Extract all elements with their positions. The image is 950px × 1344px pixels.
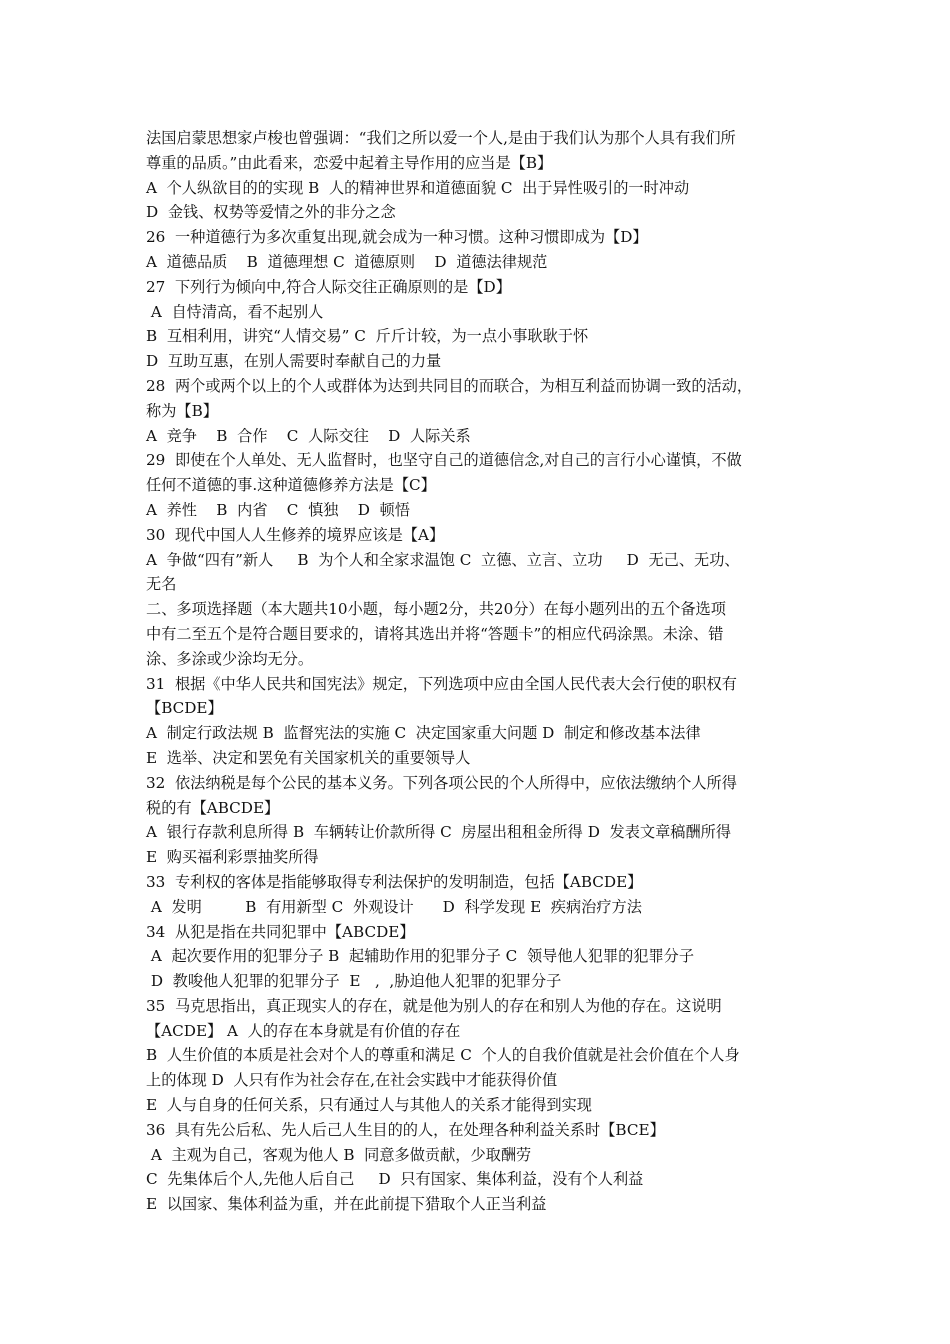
text-line: 26 一种道德行为多次重复出现,就会成为一种习惯。这种习惯即成为【D】	[146, 228, 648, 247]
text-line: E 选举、决定和罢免有关国家机关的重要领导人	[146, 748, 471, 767]
text-line: 【ACDE】 A 人的存在本身就是有价值的存在	[146, 1021, 461, 1040]
text-line: 35 马克思指出，真正现实人的存在，就是他为别人的存在和别人为他的存在。这说明	[146, 996, 722, 1015]
text-line: 34 从犯是指在共同犯罪中【ABCDE】	[146, 922, 415, 941]
text-line: D 互助互惠，在别人需要时奉献自己的力量	[146, 352, 442, 371]
text-line: B 互相利用，讲究“人情交易” C 斤斤计较，为一点小事耿耿于怀	[146, 327, 589, 346]
text-line: A 道德品质 B 道德理想 C 道德原则 D 道德法律规范	[146, 252, 548, 271]
text-line: 上的体现 D 人只有作为社会存在,在社会实践中才能获得价值	[146, 1071, 558, 1090]
text-line: 涂、多涂或少涂均无分。	[146, 649, 314, 668]
text-line: D 教唆他人犯罪的犯罪分子 E , ,胁迫他人犯罪的犯罪分子	[146, 972, 562, 991]
text-line: A 争做“四有”新人 B 为个人和全家求温饱 C 立德、立言、立功 D 无己、无功、	[146, 550, 740, 569]
text-line: A 养性 B 内省 C 慎独 D 顿悟	[146, 500, 410, 519]
text-line: 任何不道德的事.这种道德修养方法是【C】	[146, 476, 436, 495]
text-line: 36 具有先公后私、先人后己人生目的的人，在处理各种利益关系时【BCE】	[146, 1120, 665, 1139]
text-line: E 以国家、集体利益为重，并在此前提下猎取个人正当利益	[146, 1195, 547, 1214]
text-line: A 发明 B 有用新型 C 外观设计 D 科学发现 E 疾病治疗方法	[146, 897, 642, 916]
text-line: D 金钱、权势等爱情之外的非分之念	[146, 203, 396, 222]
text-line: E 人与自身的任何关系，只有通过人与其他人的关系才能得到实现	[146, 1096, 592, 1115]
text-line: E 购买福利彩票抽奖所得	[146, 848, 319, 867]
text-line: B 人生价值的本质是社会对个人的尊重和满足 C 个人的自我价值就是社会价值在个人身	[146, 1046, 740, 1065]
text-line: A 制定行政法规 B 监督宪法的实施 C 决定国家重大问题 D 制定和修改基本法律	[146, 724, 701, 743]
text-line: 32 依法纳税是每个公民的基本义务。下列各项公民的个人所得中，应依法缴纳个人所得	[146, 773, 737, 792]
text-line: 【BCDE】	[146, 699, 223, 718]
text-line: 称为【B】	[146, 401, 218, 420]
text-line: 尊重的品质。”由此看来，恋爱中起着主导作用的应当是【B】	[146, 153, 553, 172]
text-line: 中有二至五个是符合题目要求的，请将其选出并将“答题卡”的相应代码涂黑。未涂、错	[146, 624, 724, 643]
text-line: 法国启蒙思想家卢梭也曾强调：“我们之所以爱一个人,是由于我们认为那个人具有我们所	[146, 129, 736, 147]
text-line: 税的有【ABCDE】	[146, 798, 280, 817]
text-line: 27 下列行为倾向中,符合人际交往正确原则的是【D】	[146, 277, 511, 296]
text-line: A 主观为自己，客观为他人 B 同意多做贡献，少取酬劳	[146, 1145, 532, 1164]
text-line: 29 即使在个人单处、无人监督时，也坚守自己的道德信念,对自己的言行小心谨慎，不做	[146, 451, 742, 470]
text-line: A 个人纵欲目的的实现 B 人的精神世界和道德面貌 C 出于异性吸引的一时冲动	[146, 178, 690, 197]
text-line: 31 根据《中华人民共和国宪法》规定，下列选项中应由全国人民代表大会行使的职权有	[146, 674, 737, 693]
text-line: A 自恃清高，看不起别人	[146, 302, 324, 321]
text-line: 33 专利权的客体是指能够取得专利法保护的发明制造，包括【ABCDE】	[146, 872, 643, 891]
document-body	[146, 126, 822, 1217]
text-line: 30 现代中国人人生修养的境界应该是【A】	[146, 525, 445, 544]
text-line: 28 两个或两个以上的个人或群体为达到共同目的而联合，为相互利益而协调一致的活动，	[146, 376, 753, 395]
text-line: A 起次要作用的犯罪分子 B 起辅助作用的犯罪分子 C 领导他人犯罪的犯罪分子	[146, 947, 695, 966]
text-line: 无名	[146, 575, 177, 594]
text-line: A 银行存款利息所得 B 车辆转让价款所得 C 房屋出租租金所得 D 发表文章稿酬所得	[146, 823, 732, 842]
text-line: C 先集体后个人,先他人后自己 D 只有国家、集体利益，没有个人利益	[146, 1170, 644, 1189]
text-line: 二、多项选择题（本大题共10小题，每小题2分，共20分）在每小题列出的五个备选项	[146, 600, 726, 619]
text-line: A 竞争 B 合作 C 人际交往 D 人际关系	[146, 426, 471, 445]
